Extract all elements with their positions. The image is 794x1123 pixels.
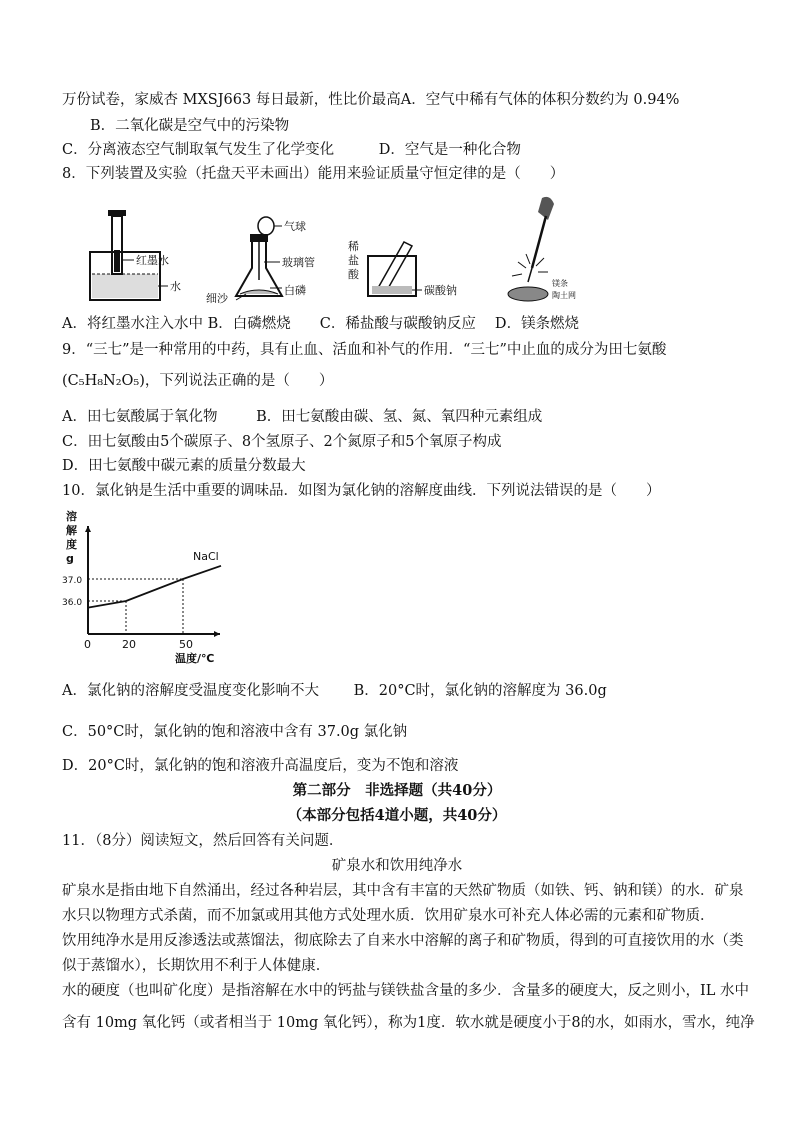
label-red-ink: 红墨水 bbox=[136, 254, 169, 267]
passage-p1a: 矿泉水是指由地下自然涌出，经过各种岩层，其中含有丰富的天然矿物质（如铁、钙、钠和镁）的水．矿泉 bbox=[62, 883, 744, 899]
option-d-q9: D．田七氨酸中碳元素的质量分数最大 bbox=[62, 458, 306, 474]
question-10: 10．氯化钠是生活中重要的调味品．如图为氯化钠的溶解度曲线．下列说法错误的是（ ） bbox=[62, 483, 661, 499]
options-cd-q7 bbox=[62, 140, 521, 160]
label-asbestos-net: 陶土网 bbox=[552, 291, 576, 300]
passage-title: 矿泉水和饮用纯净水 bbox=[331, 858, 463, 874]
option-b-q10: B．20°C时，氯化钠的溶解度为 36.0g bbox=[353, 683, 607, 699]
nacl-solubility-line bbox=[88, 566, 221, 608]
question-9-tail: ，下列说法正确的是（ ） bbox=[144, 373, 334, 389]
passage-p3b: 含有 10mg 氧化钙（或者相当于 10mg 氧化钙），称为1度．软水就是硬度小于8的水，如雨水，雪水，纯净 bbox=[62, 1015, 755, 1031]
option-d-q10: D．20°C时，氯化钠的饱和溶液升高温度后，变为不饱和溶液 bbox=[62, 758, 459, 774]
label-dilute-hcl-1: 稀 bbox=[348, 240, 359, 253]
q9-options-ab bbox=[62, 407, 542, 427]
y-tick-label: 36.0 bbox=[62, 598, 83, 608]
label-dilute-hcl-3: 酸 bbox=[348, 268, 359, 281]
part-2-heading: 第二部分 非选择题（共40分） bbox=[292, 782, 502, 799]
label-mg-ribbon: 镁条 bbox=[552, 279, 568, 288]
option-c-q7: C．分离液态空气制取氧气发生了化学变化 bbox=[62, 142, 335, 158]
question-9-cont bbox=[62, 371, 333, 391]
label-glass-tube: 玻璃管 bbox=[282, 256, 315, 269]
label-white-p: 白磷 bbox=[284, 284, 306, 297]
question-11: 11．（8分）阅读短文，然后回答有关问题． bbox=[62, 833, 344, 849]
solubility-chart bbox=[60, 506, 260, 668]
q8-apparatus-figure bbox=[60, 190, 600, 310]
option-b-q9: B．田七氨酸由碳、氢、氮、氧四种元素组成 bbox=[256, 409, 543, 425]
x-axis-label: 温度/℃ bbox=[175, 652, 215, 665]
option-c-q9: C．田七氨酸由5个碳原子、8个氢原子、2个氮原子和5个氧原子构成 bbox=[62, 434, 502, 450]
x-tick-label: 20 bbox=[122, 638, 136, 651]
apparatus-d bbox=[508, 197, 576, 301]
label-sand: 细沙 bbox=[206, 292, 228, 305]
passage-p2b: 似于蒸馏水），长期饮用不利于人体健康． bbox=[62, 958, 331, 974]
x-tick-label: 0 bbox=[84, 638, 91, 651]
option-a-q9: A．田七氨酸属于氧化物 bbox=[62, 409, 218, 425]
series-label-nacl: NaCl bbox=[193, 549, 219, 563]
y-axis-label: 溶解度 g bbox=[66, 510, 77, 565]
q8-options: A．将红墨水注入水中 B．白磷燃烧 C．稀盐酸与碳酸钠反应 D．镁条燃烧 bbox=[62, 316, 580, 332]
q10-options-ab bbox=[62, 681, 607, 701]
option-a-q10: A．氯化钠的溶解度受温度变化影响不大 bbox=[62, 683, 319, 699]
part-2-subheading: （本部分包括4道小题，共40分） bbox=[287, 807, 507, 824]
y-tick-label: 37.0 bbox=[62, 576, 83, 586]
option-b-q7: B．二氧化碳是空气中的污染物 bbox=[90, 118, 290, 134]
formula-c5h8n2o5: (C₅H₈N₂O₅) bbox=[62, 373, 145, 389]
text-line-1: 万份试卷，家威杏 MXSJ663 每日最新，性比价最高A．空气中稀有气体的体积分数约为 0.94% bbox=[62, 92, 680, 108]
passage-p2a: 饮用纯净水是用反渗透法或蒸馏法，彻底除去了自来水中溶解的离子和矿物质，得到的可直接饮用的水（类 bbox=[62, 933, 744, 949]
x-tick-label: 50 bbox=[179, 638, 193, 651]
label-dilute-hcl-2: 盐 bbox=[348, 254, 359, 267]
label-balloon: 气球 bbox=[284, 220, 306, 233]
option-c-q10: C．50°C时，氯化钠的饱和溶液中含有 37.0g 氯化钠 bbox=[62, 724, 408, 740]
option-d-q7: D．空气是一种化合物 bbox=[378, 142, 521, 158]
question-9: 9．“三七”是一种常用的中药，具有止血、活血和补气的作用．“三七”中止血的成分为田七氨酸 bbox=[62, 342, 667, 358]
question-8: 8．下列装置及实验（托盘天平未画出）能用来验证质量守恒定律的是（ ） bbox=[62, 166, 565, 182]
apparatus-b bbox=[206, 217, 315, 305]
apparatus-c bbox=[348, 239, 457, 297]
x-axis-arrow bbox=[214, 631, 220, 637]
label-na2co3: 碳酸钠 bbox=[424, 284, 457, 297]
apparatus-a bbox=[90, 210, 181, 300]
passage-p3a: 水的硬度（也叫矿化度）是指溶解在水中的钙盐与镁铁盐含量的多少．含量多的硬度大，反之则小，IL 水中 bbox=[62, 983, 749, 999]
label-water: 水 bbox=[170, 280, 181, 293]
y-axis-arrow bbox=[85, 526, 91, 532]
passage-p1b: 水只以物理方式杀菌，而不加氯或用其他方式处理水质．饮用矿泉水可补充人体必需的元素和矿物质． bbox=[62, 908, 715, 924]
